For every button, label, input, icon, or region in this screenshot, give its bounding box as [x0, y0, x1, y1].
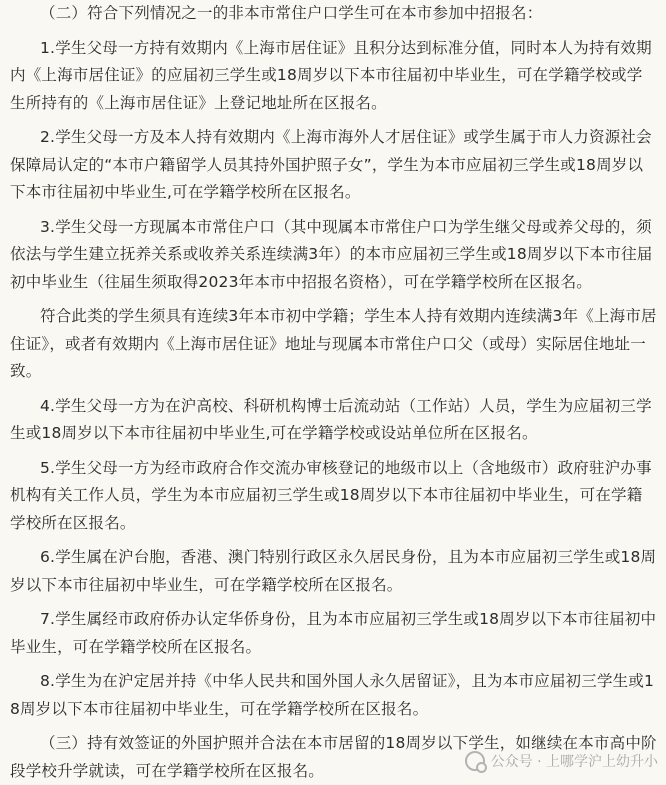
clause-8: 8.学生为在沪定居并持《中华人民共和国外国人永久居留证》，且为本市应届初三学生或18周岁以下本市往届初中毕业生，可在学籍学校所在区报名。	[10, 672, 655, 718]
section-heading-3: （三）持有效签证的外国护照并合法在本市居留的18周岁以下学生，如继续在本市高中阶段学校升学就读，可在学籍学校所在区报名。	[10, 734, 657, 780]
section-heading-2: （二）符合下列情况之一的非本市常住户口学生可在本市参加中招报名：	[40, 4, 543, 22]
clause-1: 1.学生父母一方持有效期内《上海市居住证》且积分达到标准分值，同时本人为持有效期内《上海市居住证》的应届初三学生或18周岁以下本市往届初中毕业生，可在学籍学校或学生所持有的《上海市居住证》上登记地址所在区报名。	[10, 38, 652, 112]
clause-4: 4.学生父母一方为在沪高校、科研机构博士后流动站（工作站）人员，学生为应届初三学生或18周岁以下本市往届初中毕业生,可在学籍学校或设站单位所在区报名。	[10, 396, 652, 442]
clause-6: 6.学生属在沪台胞，香港、澳门特别行政区永久居民身份，且为本市应届初三学生或18周岁以下本市往届初中毕业生，可在学籍学校所在区报名。	[10, 548, 657, 594]
clause-3-note: 符合此类的学生须具有连续3年本市初中学籍；学生本人持有效期内连续满3年《上海市居住证》，或者有效期内《上海市居住证》地址与现属本市常住户口父（或母）实际居住地址一致。	[10, 307, 657, 380]
clause-2: 2.学生父母一方及本人持有效期内《上海市海外人才居住证》或学生属于市人力资源社会保障局认定的“本市户籍留学人员其持外国护照子女”，学生为本市应届初三学生或18周岁以下本市往届初中毕业生,可在学籍学校所在区报名。	[10, 128, 652, 201]
clause-3: 3.学生父母一方现属本市常住户口（其中现属本市常住户口为学生继父母或养父母的，须依法与学生建立抚养关系或收养关系连续满3年）的本市应届初三学生或18周岁以下本市往届初中毕业生（往届生须取得2023年本市中招报名资格），可在学籍学校所在区报名。	[10, 217, 653, 291]
clause-5: 5.学生父母一方为经市政府合作交流办审核登记的地级市以上（含地级市）政府驻沪办事机构有关工作人员，学生为本市应届初三学生或18周岁以下本市往届初中毕业生，可在学籍学校所在区报名。	[10, 458, 652, 532]
clause-7: 7.学生属经市政府侨办认定华侨身份，且为本市应届初三学生或18周岁以下本市往届初中毕业生，可在学籍学校所在区报名。	[10, 610, 657, 656]
watermark-text: 公众号 · 上哪学沪上幼升小	[490, 754, 658, 770]
